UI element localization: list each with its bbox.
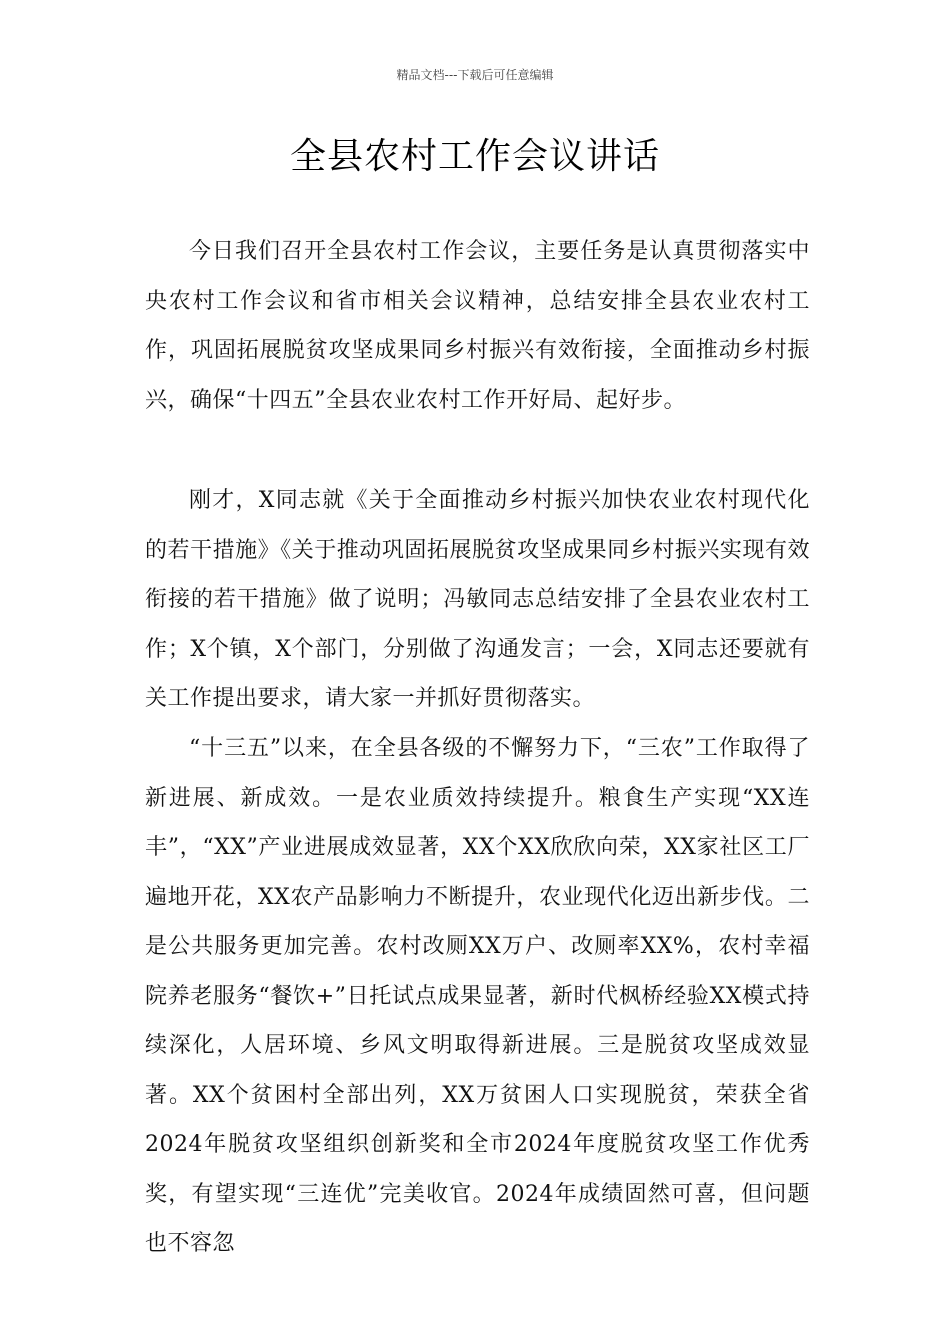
paragraph-3-block [145, 724, 810, 1269]
document-title: 全县农村工作会议讲话 [289, 136, 660, 177]
paragraph: “十三五”以来，在全县各级的不懈努力下，“三农”工作取得了新进展、新成效。一是农业质效持续提升。粮食生产实现“XX连丰”，“XX”产业进展成效显著，XX个XX欣欣向荣，XX家社区工厂遍地开花，XX农产品影响力不断提升，农业现代化迈出新步伐。二是公共服务更加完善。农村改厕XX万户、改厕率XX%，农村幸福院养老服务“餐饮+”日托试点成果显著，新时代枫桥经验XX模式持续深化，人居环境、乡风文明取得新进展。三是脱贫攻坚成效显著。XX个贫困村全部出列，XX万贫困人口实现脱贫，荣获全省2024年脱贫攻坚组织创新奖和全市2024年度脱贫攻坚工作优秀奖，有望实现“三连优”完美收官。2024年成绩固然可喜，但问题也不容忽 [145, 736, 810, 1256]
header-note: 精品文档---下载后可任意编辑 [396, 68, 554, 82]
paragraph: 刚才，X同志就《关于全面推动乡村振兴加快农业农村现代化的若干措施》《关于推动巩固拓展脱贫攻坚成果同乡村振兴实现有效衔接的若干措施》做了说明；冯敏同志总结安排了全县农业农村工作；X个镇，X个部门，分别做了沟通发言；一会，X同志还要就有关工作提出要求，请大家一并抓好贯彻落实。 [145, 488, 810, 711]
paragraph-2-block [145, 476, 810, 724]
paragraph: 今日我们召开全县农村工作会议，主要任务是认真贯彻落实中央农村工作会议和省市相关会议精神，总结安排全县农业农村工作，巩固拓展脱贫攻坚成果同乡村振兴有效衔接，全面推动乡村振兴，确保“十四五”全县农业农村工作开好局、起好步。 [145, 239, 810, 413]
paragraph-1-block [145, 227, 810, 425]
